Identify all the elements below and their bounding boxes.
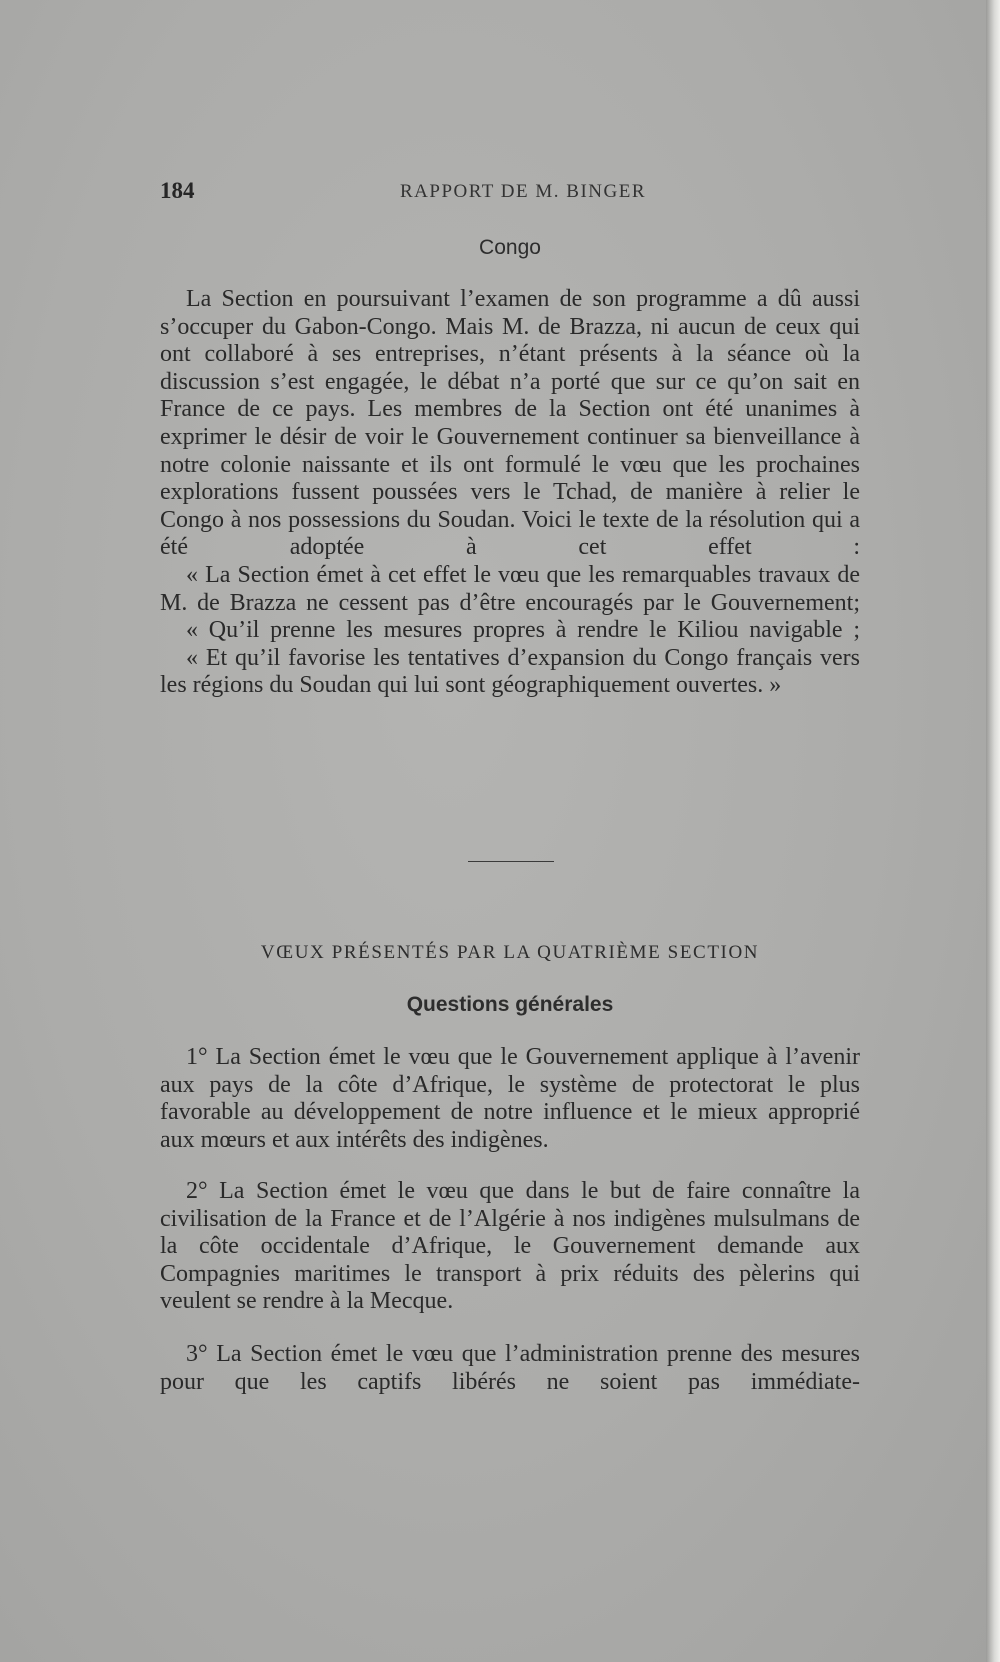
congo-section-body xyxy=(160,286,860,700)
vote-text: 3° La Section émet le vœu que l’administration prenne des mesures pour que les captifs libérés ne soient pas immédiate- xyxy=(160,1341,860,1395)
section4-title: VŒUX PRÉSENTÉS PAR LA QUATRIÈME SECTION xyxy=(260,942,760,963)
vote-text: 1° La Section émet le vœu que le Gouvernement applique à l’avenir aux pays de la côte d’Afrique, le système de protectorat le plus favorable au développement de notre influence et le mieux approprié aux mœurs et aux intérêts des indigènes. xyxy=(160,1044,860,1153)
section-divider xyxy=(468,861,554,862)
page-number: 184 xyxy=(160,178,195,203)
resolution-item: « La Section émet à cet effet le vœu que les remarquables travaux de M. de Brazza ne cessent pas d’être encouragés par le Gouvernement; xyxy=(160,561,860,616)
resolution-item: « Qu’il prenne les mesures propres à rendre le Kiliou navigable ; xyxy=(186,617,860,644)
page-edge xyxy=(986,0,1000,1662)
congo-paragraph: La Section en poursuivant l’examen de son programme a dû aussi s’occuper du Gabon-Congo. Mais M. de Brazza, ni aucun de ceux qui ont collaboré à ses entreprises, n’étant présents à la séance où la discussion s’est engagée, le débat n’a porté que sur ce qu’on sait en France de ce pays. Les membres de la Section ont été unanimes à exprimer le désir de voir le Gouvernement continuer sa bienveillance à notre colonie naissante et ils ont formulé le vœu que les prochaines explorations fussent poussées vers le Tchad, de manière à relier le Congo à nos possessions du Soudan. Voici le texte de la résolution qui a été adoptée à cet effet : xyxy=(160,286,860,561)
vote-item xyxy=(160,1044,860,1154)
vote-item xyxy=(160,1341,860,1396)
vote-text: 2° La Section émet le vœu que dans le but de faire connaître la civilisation de la France et de l’Algérie à nos indigènes mulsulmans de la côte occidentale d’Afrique, le Gouvernement demande aux Compagnies maritimes le transport à prix réduits des pèlerins qui veulent se rendre à la Mecque. xyxy=(160,1178,860,1315)
resolution-item: « Et qu’il favorise les tentatives d’expansion du Congo français vers les régions du Soudan qui lui sont géographiquement ouvertes. » xyxy=(160,644,860,699)
vote-item xyxy=(160,1178,860,1316)
section-heading-congo: Congo xyxy=(479,236,541,259)
page-header xyxy=(160,178,860,206)
running-head: RAPPORT DE M. BINGER xyxy=(400,181,646,202)
section4-subtitle: Questions générales xyxy=(406,993,614,1016)
